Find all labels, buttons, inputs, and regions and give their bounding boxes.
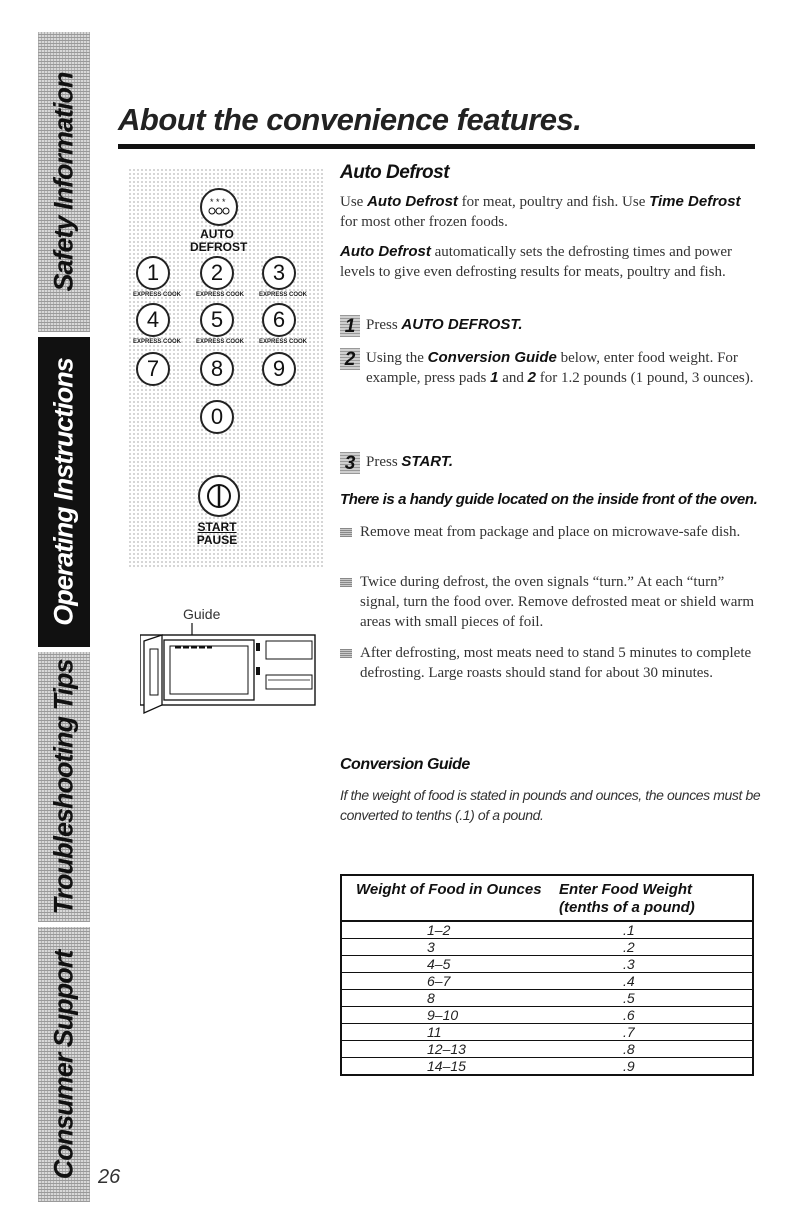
step-2: 2 Using the Conversion Guide below, enter food weight. For example, press pads 1 and 2 for 1.2 pounds (1 pound, 3 ounces).	[340, 348, 760, 388]
express-cook-label: EXPRESS COOK	[133, 292, 182, 298]
tab-label: Consumer Support	[48, 950, 79, 1179]
page-title: About the convenience features.	[118, 102, 582, 137]
bullet-2: Twice during defrost, the oven signals “turn.” At each “turn” signal, turn the food over. Remove defrosted meat or shield warm areas with small pieces of foil.	[340, 572, 760, 632]
tab-troubleshooting-tips[interactable]	[38, 652, 90, 922]
bullet-3: After defrosting, most meats need to stand 5 minutes to complete defrosting. Large roasts should stand for about 30 minutes.	[340, 643, 760, 683]
key-4[interactable]: 4	[136, 303, 170, 337]
auto-defrost-label: AUTO DEFROST	[190, 227, 248, 254]
key-2[interactable]: 2	[200, 256, 234, 290]
key-1[interactable]: 1	[136, 256, 170, 290]
keypad-illustration	[128, 168, 323, 568]
table-row: 9–10 .6	[341, 1007, 753, 1024]
step-3: 3 Press START.	[340, 452, 760, 472]
table-row: 11 .7	[341, 1024, 753, 1041]
tab-consumer-support[interactable]	[38, 927, 90, 1202]
key-7[interactable]: 7	[136, 352, 170, 386]
svg-text:*: *	[210, 197, 214, 207]
section-heading: Auto Defrost	[340, 162, 450, 183]
page-number: 26	[98, 1166, 121, 1188]
tab-label: Operating Instructions	[48, 358, 79, 626]
express-cook-label: EXPRESS COOK	[133, 339, 182, 345]
key-5[interactable]: 5	[200, 303, 234, 337]
bullet-marker	[340, 649, 352, 658]
snowflake-icon	[202, 190, 236, 224]
express-cook-label: EXPRESS COOK	[196, 292, 245, 298]
table-row: 8 .5	[341, 990, 753, 1007]
svg-text:*: *	[216, 197, 220, 207]
key-3[interactable]: 3	[262, 256, 296, 290]
side-tab-bar	[38, 32, 90, 1202]
column-header-tenths: Enter Food Weight (tenths of a pound)	[545, 875, 753, 921]
start-pause-key[interactable]	[198, 475, 240, 517]
start-pause-label: START PAUSE	[196, 520, 238, 547]
step-number: 3	[340, 452, 360, 474]
intro-paragraph-2: Auto Defrost automatically sets the defrosting times and power levels to give even defrosting results for meats, poultry and fish.	[340, 243, 732, 280]
express-cook-label: EXPRESS COOK	[259, 339, 308, 345]
express-cook-label: EXPRESS COOK	[196, 339, 245, 345]
key-0[interactable]: 0	[200, 400, 234, 434]
tab-label: Safety Information	[48, 72, 79, 292]
start-pause-icon	[200, 477, 238, 515]
tab-label: Troubleshooting Tips	[48, 659, 79, 915]
oven-illustration	[140, 605, 318, 715]
table-row: 3 .2	[341, 939, 753, 956]
bullet-marker	[340, 528, 352, 537]
express-cook-label: EXPRESS COOK	[259, 292, 308, 298]
conversion-note: If the weight of food is stated in pounds and ounces, the ounces must be converted to tenths (.1) of a pound.	[340, 787, 761, 823]
table-row: 6–7 .4	[341, 973, 753, 990]
title-rule	[118, 144, 755, 149]
step-1: 1 Press AUTO DEFROST.	[340, 315, 760, 335]
key-9[interactable]: 9	[262, 352, 296, 386]
table-header-row	[341, 875, 753, 921]
svg-text:*: *	[222, 197, 226, 207]
tab-operating-instructions[interactable]	[38, 337, 90, 647]
auto-defrost-key[interactable]	[200, 188, 238, 226]
table-row: 12–13 .8	[341, 1041, 753, 1058]
table-row: 14–15 .9	[341, 1058, 753, 1076]
table-row: 1–2 .1	[341, 921, 753, 939]
key-6[interactable]: 6	[262, 303, 296, 337]
tab-safety-information[interactable]	[38, 32, 90, 332]
step-number: 2	[340, 348, 360, 370]
handy-guide-note: There is a handy guide located on the inside front of the oven.	[340, 491, 758, 508]
intro-paragraph-1: Use Auto Defrost for meat, poultry and fish. Use Time Defrost for most other frozen foods.	[340, 193, 741, 230]
bullet-marker	[340, 578, 352, 587]
step-number: 1	[340, 315, 360, 337]
column-header-ounces: Weight of Food in Ounces	[341, 875, 545, 921]
table-row: 4–5 .3	[341, 956, 753, 973]
oven-guide-label: Guide	[183, 606, 221, 622]
conversion-table	[340, 874, 754, 1076]
bullet-1: Remove meat from package and place on microwave-safe dish.	[340, 522, 760, 542]
conversion-guide-heading: Conversion Guide	[340, 756, 470, 773]
key-8[interactable]: 8	[200, 352, 234, 386]
